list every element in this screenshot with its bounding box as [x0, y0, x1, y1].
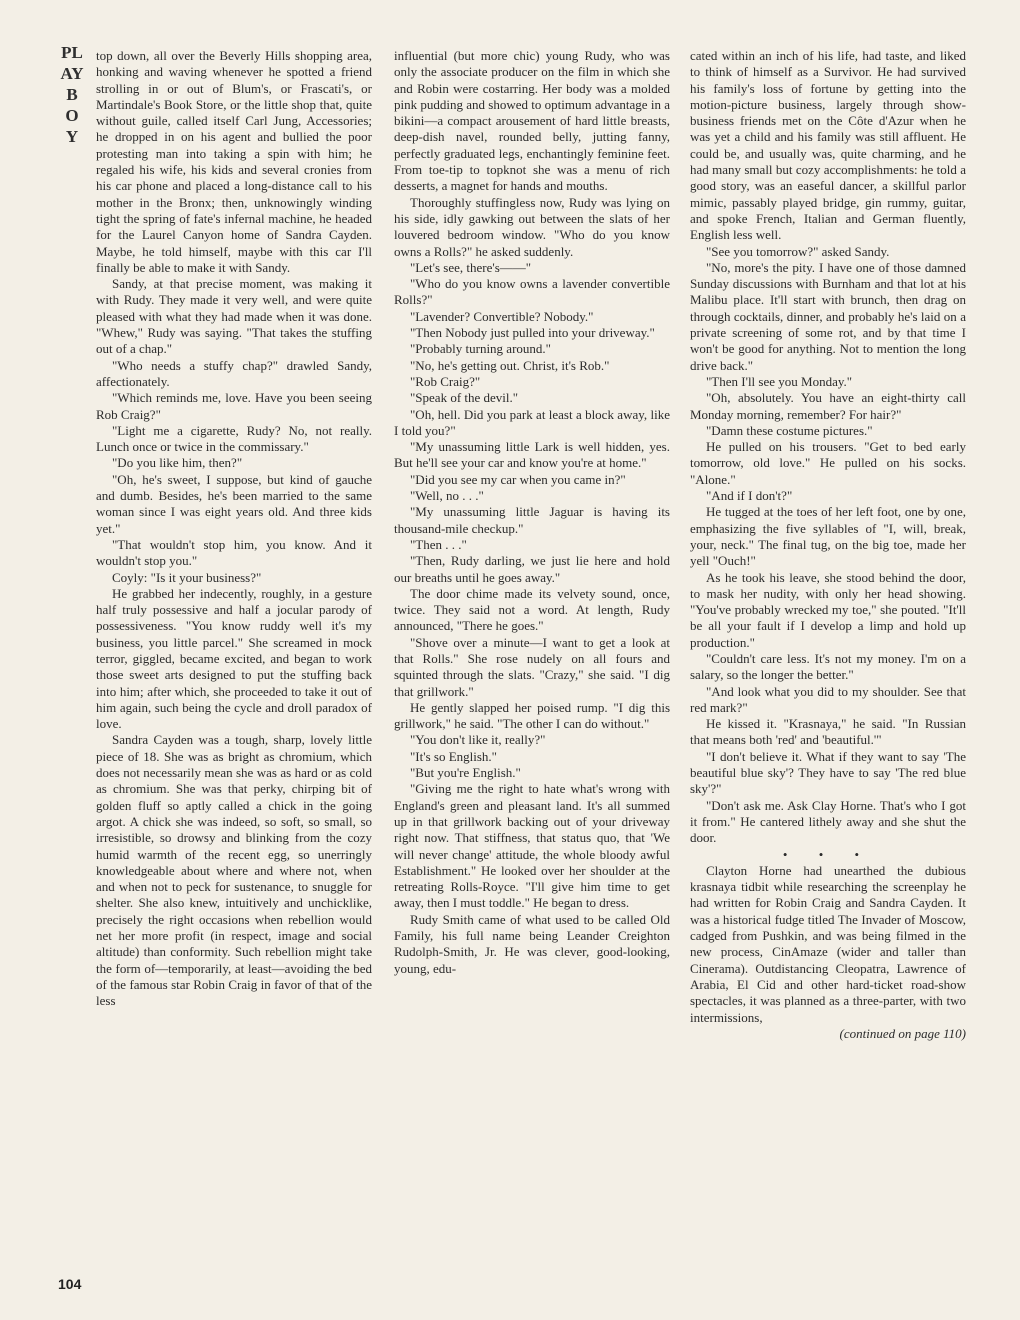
paragraph: "Which reminds me, love. Have you been seeing Rob Craig?" [96, 390, 372, 422]
paragraph: "Shove over a minute—I want to get a look at that Rolls." She rose nudely on all fours and squinted through the slats. "Crazy," she said. "I dig that grillwork." [394, 634, 670, 699]
paragraph: Clayton Horne had unearthed the dubious krasnaya tidbit while researching the screenplay he had written for Robin Craig and Sandra Cayden. It was a historical fudge titled The Invader of Moscow, cadged from Pushkin, and was being filmed in the new process, CinAmaze (wider and taller than Cinerama). Outdistancing Cleopatra, Lawrence of Arabia, El Cid and other hard-ticket road-show spectacles, it was planned as a three-parter, with two intermissions, [690, 862, 966, 1025]
paragraph: "My unassuming little Lark is well hidden, yes. But he'll see your car and know you're at home." [394, 439, 670, 471]
paragraph: He gently slapped her poised rump. "I dig this grillwork," he said. "The other I can do without." [394, 699, 670, 732]
paragraph: He tugged at the toes of her left foot, one by one, emphasizing the five syllables of "I, will, break, your, neck." The final tug, on the big toe, made her yell "Ouch!" [690, 504, 966, 569]
continuation-note: (continued on page 110) [839, 1025, 966, 1041]
paragraph: "Then . . ." [410, 536, 467, 552]
page-number: 104 [58, 1276, 82, 1292]
text-column-2 [394, 48, 670, 977]
paragraph: "Lavender? Convertible? Nobody." [410, 308, 594, 324]
paragraph: "Rob Craig?" [410, 373, 481, 389]
paragraph: "I don't believe it. What if they want to say 'The beautiful blue sky'? They have to say 'The red blue sky'?" [690, 748, 966, 797]
paragraph: He kissed it. "Krasnaya," he said. "In Russian that means both 'red' and 'beautiful.'" [690, 716, 966, 748]
paragraph: "That wouldn't stop him, you know. And it wouldn't stop you." [96, 536, 372, 569]
paragraph: "And if I don't?" [706, 488, 793, 504]
paragraph: "Well, no . . ." [410, 488, 484, 504]
paragraph: "Damn these costume pictures." [706, 422, 873, 438]
paragraph: Thoroughly stuffingless now, Rudy was lying on his side, idly gawking out between the slats of her louvered bedroom window. "Who do you know owns a Rolls?" he asked suddenly. [394, 194, 670, 259]
paragraph: "My unassuming little Jaguar is having its thousand-mile checkup." [394, 504, 670, 536]
paragraph: Sandra Cayden was a tough, sharp, lovely little piece of 18. She was as bright as chromium, which does not necessarily mean she was as hard or as cold as chromium. She was that perky, chirping bit of golden fluff so aptly called a chick in the going argot. A chick she was indeed, so soft, so small, so irresistible, so drowsy and blinking from the cozy humid warmth of the recent egg, so unerringly knowledgeable about where and where not, when and when not to peck for sustenance, to snuggle for shelter. She also knew, intuitively and unchicklike, precisely the right occasions when rebellion would net her more profit (in respect, image and social altitude) than conformity. Such rebellion might take the form of—temporarily, at least—avoiding the bed of the famous star Robin Craig in favor of that of the less [96, 732, 372, 1009]
paragraph: "Let's see, there's——" [410, 259, 532, 275]
text-column-3 [690, 48, 966, 1042]
paragraph: "Then I'll see you Monday." [706, 373, 853, 389]
paragraph: "Speak of the devil." [410, 390, 519, 406]
paragraph: "Don't ask me. Ask Clay Horne. That's who I got it from." He cantered lithely away and she shut the door. [690, 797, 966, 846]
paragraph: "See you tomorrow?" asked Sandy. [706, 243, 890, 259]
paragraph: "Then, Rudy darling, we just lie here and hold our breaths until he goes away." [394, 553, 670, 585]
paragraph: "Couldn't care less. It's not my money. I'm on a salary, so the longer the better." [690, 650, 966, 683]
paragraph: He grabbed her indecently, roughly, in a gesture half truly possessive and half a jocular parody of possessiveness. "You know ruddy well it's my business, you little parcel." She screamed in mock terror, giggled, became excited, and began to work those sweet arts designed to put the stuffing back into him; after which, she proceeded to take it out of him again, such being the cycle and droll paradox of love. [96, 585, 372, 732]
paragraph: "Probably turning around." [410, 341, 551, 357]
paragraph: "Light me a cigarette, Rudy? No, not really. Lunch once or twice in the commissary." [96, 422, 372, 455]
paragraph: "Oh, absolutely. You have an eight-thirty call Monday morning, remember? For hair?" [690, 390, 966, 422]
paragraph: As he took his leave, she stood behind the door, to mask her nudity, with only her head showing. "You've probably wrecked my toe," she pouted. "It'll be all your fault if I develop a limp and hold up production." [690, 569, 966, 650]
paragraph: cated within an inch of his life, had taste, and liked to think of himself as a Survivor. He had survived his family's loss of fortune by getting into the motion-picture business, largely through show-business friends met on the Côte d'Azur when he was yet a child and his family was still affluent. He could be, and usually was, quite charming, and he had many small but cozy accomplishments: he told a good story, was an easeful dancer, a skillful parlor mimic, passably played bridge, gin rummy, guitar, and spoke French, Italian and German fluently, English less well. [690, 48, 966, 243]
paragraph: "No, he's getting out. Christ, it's Rob." [410, 357, 610, 373]
paragraph: The door chime made its velvety sound, once, twice. They said not a word. At length, Rudy announced, "There he goes." [394, 585, 670, 634]
masthead: PLAYBOY [60, 43, 84, 146]
paragraph: top down, all over the Beverly Hills shopping area, honking and waving whenever he spotted a friend strolling in or out of Blum's, or Frascati's, or Martindale's Book Store, or the little shop that, quite without guile, called itself Carl Jung, Accessories; he dropped in on his agent and bullied the poor protesting man into taking a spin with him; he regaled his wife, his kids and several cronies from his car phone and placed a long-distance call to his mother in the Bronx; then, unknowingly winding tight the spring of fate's infernal machine, he headed for the Laurel Canyon home of Sandra Cayden. Maybe, he told himself, maybe with this car I'll finally be able to make it with Sandy. [96, 48, 372, 275]
paragraph: "Then Nobody just pulled into your driveway." [410, 325, 655, 341]
paragraph: Rudy Smith came of what used to be called Old Family, his full name being Leander Creighton Rudolph-Smith, Jr. He was clever, good-looking, young, edu- [394, 911, 670, 976]
paragraph: "And look what you did to my shoulder. See that red mark?" [690, 683, 966, 715]
paragraph: "You don't like it, really?" [410, 732, 546, 748]
paragraph: "Oh, hell. Did you park at least a block away, like I told you?" [394, 406, 670, 438]
paragraph: "But you're English." [410, 765, 521, 781]
paragraph: He pulled on his trousers. "Get to bed early tomorrow, old love." He pulled on his socks. "Alone." [690, 439, 966, 487]
paragraph: "Did you see my car when you came in?" [410, 471, 626, 487]
paragraph: Sandy, at that precise moment, was making it with Rudy. They made it very well, and were quite pleased with what they had made when it was done. "Whew," Rudy was saying. "That takes the stuffing out of a chap." [96, 276, 372, 357]
paragraph: "No, more's the pity. I have one of those damned Sunday discussions with Burnham and that lot at his Malibu place. It'll start with brunch, then drag on through cocktails, dinner, and probably he's laid on a private screening of some rot, and by that time I won't be good for anything. Not to mention the long drive back." [690, 259, 966, 373]
paragraph: "Oh, he's sweet, I suppose, but kind of gauche and dumb. Besides, he's been married to the same woman since I was eight years old. And three kids yet." [96, 471, 372, 536]
paragraph: Coyly: "Is it your business?" [112, 569, 262, 585]
paragraph: "Giving me the right to hate what's wrong with England's green and pleasant land. It's all summed up in that grillwork backing out of your driveway right now. That stiffness, that status quo, that 'We will never change' attitude, the whole bloody awful Establishment." He looked over her shoulder at the retreating Rolls-Royce. "I'll give him time to get away, then I must toddle." He began to dress. [394, 781, 670, 911]
paragraph: "Who needs a stuffy chap?" drawled Sandy, affectionately. [96, 357, 372, 389]
text-column-1 [96, 48, 372, 1010]
paragraph: "It's so English." [410, 748, 497, 764]
paragraph: "Who do you know owns a lavender convertible Rolls?" [394, 276, 670, 308]
paragraph: influential (but more chic) young Rudy, who was only the associate producer on the film in which she and Robin were costarring. Her body was a molded pink pudding and showed to optimum advantage in a bikini—a compact arousement of hard little breasts, deep-dish navel, rounded belly, jutting fanny, perfectly graduated legs, enchantingly feminine feet. From toe-tip to topknot she was a menu of rich desserts, a magnet for hands and mouths. [394, 48, 670, 194]
paragraph: "Do you like him, then?" [112, 455, 243, 471]
section-separator: • • • [782, 846, 874, 862]
